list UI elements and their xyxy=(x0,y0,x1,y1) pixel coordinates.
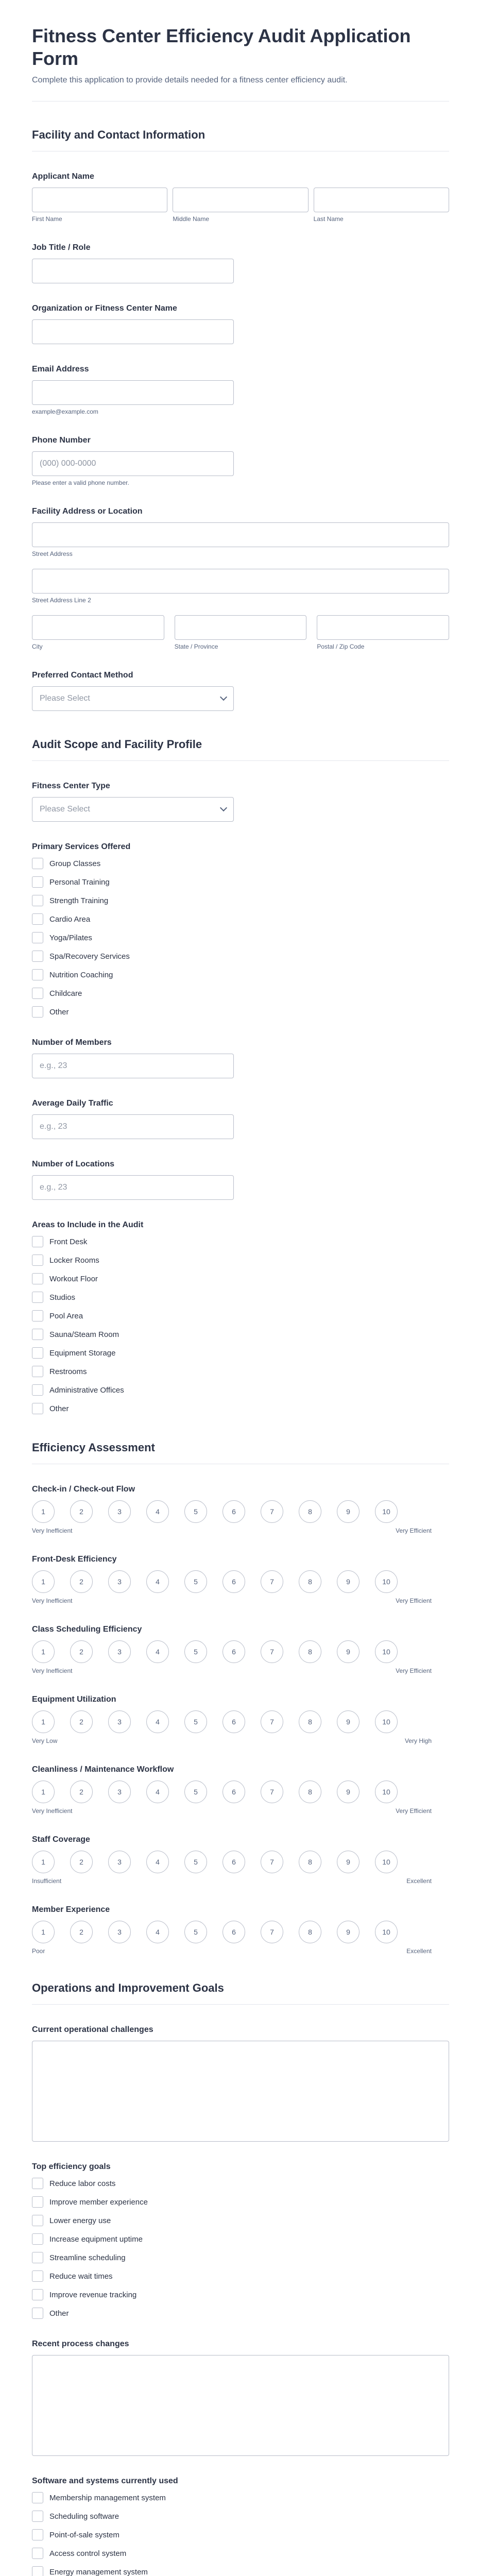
primary-service-option[interactable] xyxy=(32,932,449,943)
center-type-field xyxy=(32,782,449,822)
contact-method-label: Preferred Contact Method xyxy=(32,671,133,680)
rating-option[interactable]: 7 xyxy=(261,1851,283,1873)
center-type-label: Fitness Center Type xyxy=(32,782,110,790)
rating-option[interactable]: 3 xyxy=(108,1570,131,1593)
audit-area-checkbox[interactable] xyxy=(32,1366,43,1377)
rating-option[interactable]: 8 xyxy=(299,1851,321,1873)
contact-method-value: Please Select xyxy=(40,694,90,703)
challenges-label: Current operational challenges xyxy=(32,2025,153,2034)
recent-changes-label: Recent process changes xyxy=(32,2340,129,2348)
rating-option[interactable]: 1 xyxy=(32,1710,55,1733)
rating-option[interactable]: 4 xyxy=(146,1851,169,1873)
primary-services-label: Primary Services Offered xyxy=(32,842,131,851)
rating-option[interactable]: 3 xyxy=(108,1640,131,1663)
rating-low-label: Very Low xyxy=(32,1737,58,1744)
rating-option[interactable]: 9 xyxy=(337,1851,360,1873)
primary-service-option[interactable] xyxy=(32,951,449,962)
rating-option[interactable]: 7 xyxy=(261,1710,283,1733)
rating-option[interactable]: 1 xyxy=(32,1570,55,1593)
primary-service-option-label: Spa/Recovery Services xyxy=(49,952,130,961)
middle-name-sublabel: Middle Name xyxy=(173,215,210,223)
rating-option[interactable]: 8 xyxy=(299,1570,321,1593)
locations-field xyxy=(32,1160,449,1200)
rating-option[interactable]: 10 xyxy=(375,1500,398,1523)
applicant-name-field xyxy=(32,172,449,223)
email-label: Email Address xyxy=(32,365,89,374)
audit-area-option[interactable] xyxy=(32,1403,449,1414)
rating-high-label: Very Efficient xyxy=(396,1527,432,1534)
rating-high-label: Very Efficient xyxy=(396,1807,432,1815)
primary-service-checkbox[interactable] xyxy=(32,876,43,888)
rating-option[interactable]: 1 xyxy=(32,1921,55,1943)
primary-service-option-label: Other xyxy=(49,1007,69,1016)
audit-area-option[interactable] xyxy=(32,1384,449,1396)
rating-option[interactable]: 6 xyxy=(223,1921,245,1943)
challenges-textarea[interactable] xyxy=(32,2041,449,2142)
primary-service-option[interactable] xyxy=(32,1006,449,1018)
rating-option[interactable]: 6 xyxy=(223,1710,245,1733)
phone-field xyxy=(32,436,449,486)
goal-option-label: Reduce wait times xyxy=(49,2272,113,2281)
primary-services-field xyxy=(32,842,449,1018)
rating-option[interactable]: 5 xyxy=(184,1570,207,1593)
goal-option[interactable] xyxy=(32,2252,449,2263)
rating-option[interactable]: 10 xyxy=(375,1640,398,1663)
rating-scale-field xyxy=(32,1625,449,1674)
last-name-sublabel: Last Name xyxy=(313,215,344,223)
members-label: Number of Members xyxy=(32,1038,112,1047)
areas-label: Areas to Include in the Audit xyxy=(32,1221,144,1229)
members-input[interactable]: e.g., 23 xyxy=(32,1054,234,1078)
rating-option[interactable]: 1 xyxy=(32,1640,55,1663)
contact-method-field xyxy=(32,671,449,711)
last-name-input[interactable] xyxy=(314,188,449,212)
audit-area-option[interactable] xyxy=(32,1255,449,1266)
organization-input[interactable] xyxy=(32,319,234,344)
goal-checkbox[interactable] xyxy=(32,2178,43,2189)
organization-field xyxy=(32,304,449,344)
goal-option[interactable] xyxy=(32,2233,449,2245)
areas-field xyxy=(32,1221,449,1414)
contact-method-select[interactable] xyxy=(32,686,234,711)
challenges-field xyxy=(32,2025,449,2142)
audit-area-checkbox[interactable] xyxy=(32,1329,43,1340)
goal-option[interactable] xyxy=(32,2178,449,2189)
job-title-input[interactable] xyxy=(32,259,234,283)
rating-option[interactable]: 7 xyxy=(261,1500,283,1523)
rating-option[interactable]: 4 xyxy=(146,1921,169,1943)
goals-label: Top efficiency goals xyxy=(32,2162,111,2171)
rating-low-label: Very Inefficient xyxy=(32,1527,73,1534)
rating-scale-label: Staff Coverage xyxy=(32,1835,90,1844)
goal-checkbox[interactable] xyxy=(32,2270,43,2282)
audit-area-option[interactable] xyxy=(32,1347,449,1359)
rating-low-label: Very Inefficient xyxy=(32,1667,73,1674)
members-field xyxy=(32,1038,449,1078)
audit-area-option[interactable] xyxy=(32,1329,449,1340)
software-label: Software and systems currently used xyxy=(32,2477,178,2485)
software-checkbox[interactable] xyxy=(32,2548,43,2559)
goal-checkbox[interactable] xyxy=(32,2215,43,2226)
rating-option[interactable]: 6 xyxy=(223,1570,245,1593)
rating-option[interactable]: 4 xyxy=(146,1570,169,1593)
locations-input[interactable]: e.g., 23 xyxy=(32,1175,234,1200)
rating-option[interactable]: 8 xyxy=(299,1500,321,1523)
primary-service-option[interactable] xyxy=(32,913,449,925)
primary-service-option-label: Childcare xyxy=(49,989,82,998)
rating-option[interactable]: 3 xyxy=(108,1710,131,1733)
rating-scale-field xyxy=(32,1905,449,1955)
rating-option[interactable]: 7 xyxy=(261,1921,283,1943)
primary-service-option[interactable] xyxy=(32,969,449,980)
software-field xyxy=(32,2477,449,2576)
audit-area-option[interactable] xyxy=(32,1366,449,1377)
primary-service-option-label: Personal Training xyxy=(49,877,110,887)
software-option[interactable] xyxy=(32,2529,449,2540)
street-address-sublabel: Street Address xyxy=(32,550,73,557)
rating-option[interactable]: 9 xyxy=(337,1570,360,1593)
section-title-operations: Operations and Improvement Goals xyxy=(32,1981,449,2005)
organization-label: Organization or Fitness Center Name xyxy=(32,304,177,313)
rating-option[interactable]: 9 xyxy=(337,1640,360,1663)
daily-traffic-label: Average Daily Traffic xyxy=(32,1099,113,1108)
goals-list xyxy=(32,2178,449,2319)
rating-option[interactable]: 5 xyxy=(184,1851,207,1873)
rating-option[interactable]: 6 xyxy=(223,1640,245,1663)
primary-service-option[interactable] xyxy=(32,858,449,869)
rating-option[interactable]: 4 xyxy=(146,1500,169,1523)
street-address-input[interactable] xyxy=(32,522,449,547)
primary-service-option-label: Cardio Area xyxy=(49,914,91,924)
rating-option[interactable]: 10 xyxy=(375,1851,398,1873)
primary-service-checkbox[interactable] xyxy=(32,1006,43,1018)
rating-scale-field xyxy=(32,1835,449,1885)
rating-option[interactable]: 3 xyxy=(108,1921,131,1943)
rating-option[interactable]: 5 xyxy=(184,1640,207,1663)
audit-area-option-label: Equipment Storage xyxy=(49,1348,116,1358)
rating-option[interactable]: 5 xyxy=(184,1921,207,1943)
software-checkbox[interactable] xyxy=(32,2492,43,2503)
rating-scale-field xyxy=(32,1695,449,1744)
rating-option[interactable]: 2 xyxy=(70,1640,93,1663)
primary-service-checkbox[interactable] xyxy=(32,969,43,980)
rating-option[interactable]: 5 xyxy=(184,1781,207,1803)
first-name-sublabel: First Name xyxy=(32,215,62,223)
audit-area-checkbox[interactable] xyxy=(32,1347,43,1359)
rating-option[interactable]: 3 xyxy=(108,1781,131,1803)
audit-area-checkbox[interactable] xyxy=(32,1384,43,1396)
rating-scale-label: Equipment Utilization xyxy=(32,1695,116,1704)
audit-area-option-label: Restrooms xyxy=(49,1367,87,1376)
rating-option[interactable]: 2 xyxy=(70,1781,93,1803)
job-title-field xyxy=(32,243,449,283)
section-title-scope: Audit Scope and Facility Profile xyxy=(32,738,449,761)
first-name-input[interactable] xyxy=(32,188,167,212)
rating-option[interactable]: 8 xyxy=(299,1640,321,1663)
rating-option[interactable]: 4 xyxy=(146,1781,169,1803)
rating-option[interactable]: 7 xyxy=(261,1570,283,1593)
postal-input[interactable] xyxy=(317,615,449,640)
assessment-scales xyxy=(32,1485,449,1955)
primary-service-checkbox[interactable] xyxy=(32,895,43,906)
audit-area-option-label: Locker Rooms xyxy=(49,1256,99,1265)
rating-low-label: Poor xyxy=(32,1947,45,1955)
form-title: Fitness Center Efficiency Audit Application Form xyxy=(32,25,411,69)
audit-area-option-label: Sauna/Steam Room xyxy=(49,1330,119,1339)
primary-service-checkbox[interactable] xyxy=(32,858,43,869)
audit-area-option-label: Other xyxy=(49,1404,69,1413)
software-checkbox[interactable] xyxy=(32,2566,43,2576)
primary-service-option[interactable] xyxy=(32,895,449,906)
email-field xyxy=(32,365,449,415)
rating-low-label: Very Inefficient xyxy=(32,1807,73,1815)
daily-traffic-input[interactable]: e.g., 23 xyxy=(32,1114,234,1139)
audit-area-option-label: Administrative Offices xyxy=(49,1385,124,1395)
city-sublabel: City xyxy=(32,643,43,650)
rating-low-label: Insufficient xyxy=(32,1877,62,1885)
rating-option[interactable]: 9 xyxy=(337,1921,360,1943)
phone-label: Phone Number xyxy=(32,436,91,445)
software-option[interactable] xyxy=(32,2492,449,2503)
rating-option[interactable]: 2 xyxy=(70,1851,93,1873)
rating-option[interactable]: 7 xyxy=(261,1640,283,1663)
rating-option[interactable]: 10 xyxy=(375,1570,398,1593)
software-option-label: Energy management system xyxy=(49,2567,148,2576)
rating-high-label: Very High xyxy=(404,1737,432,1744)
email-input[interactable] xyxy=(32,380,234,405)
software-option-label: Scheduling software xyxy=(49,2512,119,2521)
software-option[interactable] xyxy=(32,2566,449,2576)
rating-option[interactable]: 4 xyxy=(146,1640,169,1663)
postal-sublabel: Postal / Zip Code xyxy=(317,643,365,650)
goal-option-label: Improve revenue tracking xyxy=(49,2290,137,2299)
software-option-label: Membership management system xyxy=(49,2493,166,2502)
audit-area-checkbox[interactable] xyxy=(32,1310,43,1321)
primary-service-option-label: Group Classes xyxy=(49,859,101,868)
rating-option[interactable]: 8 xyxy=(299,1710,321,1733)
goal-option-label: Reduce labor costs xyxy=(49,2179,116,2188)
primary-service-checkbox[interactable] xyxy=(32,913,43,925)
chevron-down-icon xyxy=(220,804,227,811)
goal-option-label: Streamline scheduling xyxy=(49,2253,126,2262)
rating-scale-label: Class Scheduling Efficiency xyxy=(32,1625,142,1634)
address-field xyxy=(32,507,449,650)
rating-low-label: Very Inefficient xyxy=(32,1597,73,1604)
rating-option[interactable]: 9 xyxy=(337,1781,360,1803)
recent-changes-textarea[interactable] xyxy=(32,2355,449,2456)
recent-changes-field xyxy=(32,2340,449,2456)
audit-area-checkbox[interactable] xyxy=(32,1273,43,1284)
rating-option[interactable]: 3 xyxy=(108,1851,131,1873)
rating-option[interactable]: 6 xyxy=(223,1851,245,1873)
state-sublabel: State / Province xyxy=(174,643,218,650)
rating-option[interactable]: 9 xyxy=(337,1710,360,1733)
primary-service-checkbox[interactable] xyxy=(32,988,43,999)
goal-option-label: Lower energy use xyxy=(49,2216,111,2225)
applicant-name-label: Applicant Name xyxy=(32,172,94,181)
job-title-label: Job Title / Role xyxy=(32,243,91,252)
goals-field xyxy=(32,2162,449,2319)
center-type-value: Please Select xyxy=(40,805,90,814)
goal-option[interactable] xyxy=(32,2270,449,2282)
rating-option[interactable]: 7 xyxy=(261,1781,283,1803)
rating-scale-field xyxy=(32,1555,449,1604)
rating-option[interactable]: 3 xyxy=(108,1500,131,1523)
goal-checkbox[interactable] xyxy=(32,2233,43,2245)
goal-checkbox[interactable] xyxy=(32,2308,43,2319)
audit-area-option-label: Pool Area xyxy=(49,1311,83,1320)
rating-option[interactable]: 8 xyxy=(299,1781,321,1803)
rating-scale-label: Cleanliness / Maintenance Workflow xyxy=(32,1765,174,1774)
software-checkbox[interactable] xyxy=(32,2529,43,2540)
rating-option[interactable]: 1 xyxy=(32,1851,55,1873)
audit-area-checkbox[interactable] xyxy=(32,1236,43,1247)
goal-option-label: Improve member experience xyxy=(49,2197,148,2207)
rating-option[interactable]: 10 xyxy=(375,1921,398,1943)
rating-option[interactable]: 1 xyxy=(32,1781,55,1803)
phone-hint: Please enter a valid phone number. xyxy=(32,479,129,486)
locations-label: Number of Locations xyxy=(32,1160,115,1168)
primary-service-checkbox[interactable] xyxy=(32,951,43,962)
rating-option[interactable]: 8 xyxy=(299,1921,321,1943)
rating-option[interactable]: 10 xyxy=(375,1710,398,1733)
audit-area-option-label: Studios xyxy=(49,1293,76,1302)
section-title-contact: Facility and Contact Information xyxy=(32,128,449,151)
audit-area-option-label: Workout Floor xyxy=(49,1274,98,1283)
rating-scale-label: Member Experience xyxy=(32,1905,110,1914)
rating-scale-label: Check-in / Check-out Flow xyxy=(32,1485,135,1494)
rating-scale-field xyxy=(32,1485,449,1534)
goal-option-label: Increase equipment uptime xyxy=(49,2234,143,2244)
rating-option[interactable]: 6 xyxy=(223,1500,245,1523)
form-subtitle: Complete this application to provide details needed for a fitness center efficiency audit. xyxy=(32,76,348,84)
rating-option[interactable]: 4 xyxy=(146,1710,169,1733)
rating-option[interactable]: 5 xyxy=(184,1710,207,1733)
primary-service-checkbox[interactable] xyxy=(32,932,43,943)
rating-option[interactable]: 2 xyxy=(70,1921,93,1943)
goal-option[interactable] xyxy=(32,2289,449,2300)
audit-area-checkbox[interactable] xyxy=(32,1403,43,1414)
rating-option[interactable]: 2 xyxy=(70,1570,93,1593)
goal-checkbox[interactable] xyxy=(32,2289,43,2300)
software-option-label: Point-of-sale system xyxy=(49,2530,119,2539)
software-list xyxy=(32,2492,449,2576)
address-label: Facility Address or Location xyxy=(32,507,143,516)
audit-area-option[interactable] xyxy=(32,1310,449,1321)
primary-services-list xyxy=(32,858,449,1018)
audit-area-option-label: Front Desk xyxy=(49,1237,88,1246)
daily-traffic-field xyxy=(32,1099,449,1139)
phone-input[interactable]: (000) 000-0000 xyxy=(32,451,234,476)
audit-area-checkbox[interactable] xyxy=(32,1292,43,1303)
center-type-select[interactable] xyxy=(32,797,234,822)
rating-high-label: Excellent xyxy=(406,1947,432,1955)
street-address-2-sublabel: Street Address Line 2 xyxy=(32,597,91,604)
state-input[interactable] xyxy=(175,615,307,640)
goal-option-label: Other xyxy=(49,2309,69,2318)
rating-scale-label: Front-Desk Efficiency xyxy=(32,1555,117,1564)
street-address-2-input[interactable] xyxy=(32,569,449,594)
goal-option[interactable] xyxy=(32,2215,449,2226)
rating-high-label: Very Efficient xyxy=(396,1597,432,1604)
areas-list xyxy=(32,1236,449,1414)
rating-option[interactable]: 2 xyxy=(70,1500,93,1523)
primary-service-option-label: Strength Training xyxy=(49,896,109,905)
rating-high-label: Excellent xyxy=(406,1877,432,1885)
rating-option[interactable]: 10 xyxy=(375,1781,398,1803)
primary-service-option[interactable] xyxy=(32,988,449,999)
rating-option[interactable]: 1 xyxy=(32,1500,55,1523)
middle-name-input[interactable] xyxy=(173,188,308,212)
rating-option[interactable]: 2 xyxy=(70,1710,93,1733)
chevron-down-icon xyxy=(220,693,227,701)
goal-option[interactable] xyxy=(32,2308,449,2319)
section-title-assessment: Efficiency Assessment xyxy=(32,1441,449,1464)
city-input[interactable] xyxy=(32,615,164,640)
software-option-label: Access control system xyxy=(49,2549,127,2558)
goal-checkbox[interactable] xyxy=(32,2196,43,2208)
email-hint: example@example.com xyxy=(32,408,98,415)
rating-option[interactable]: 6 xyxy=(223,1781,245,1803)
rating-option[interactable]: 9 xyxy=(337,1500,360,1523)
primary-service-option-label: Nutrition Coaching xyxy=(49,970,113,979)
rating-high-label: Very Efficient xyxy=(396,1667,432,1674)
primary-service-option[interactable] xyxy=(32,876,449,888)
goal-checkbox[interactable] xyxy=(32,2252,43,2263)
software-option[interactable] xyxy=(32,2511,449,2522)
rating-option[interactable]: 5 xyxy=(184,1500,207,1523)
audit-area-checkbox[interactable] xyxy=(32,1255,43,1266)
software-checkbox[interactable] xyxy=(32,2511,43,2522)
audit-area-option[interactable] xyxy=(32,1273,449,1284)
audit-area-option[interactable] xyxy=(32,1292,449,1303)
software-option[interactable] xyxy=(32,2548,449,2559)
goal-option[interactable] xyxy=(32,2196,449,2208)
audit-area-option[interactable] xyxy=(32,1236,449,1247)
rating-scale-field xyxy=(32,1765,449,1815)
primary-service-option-label: Yoga/Pilates xyxy=(49,933,92,942)
